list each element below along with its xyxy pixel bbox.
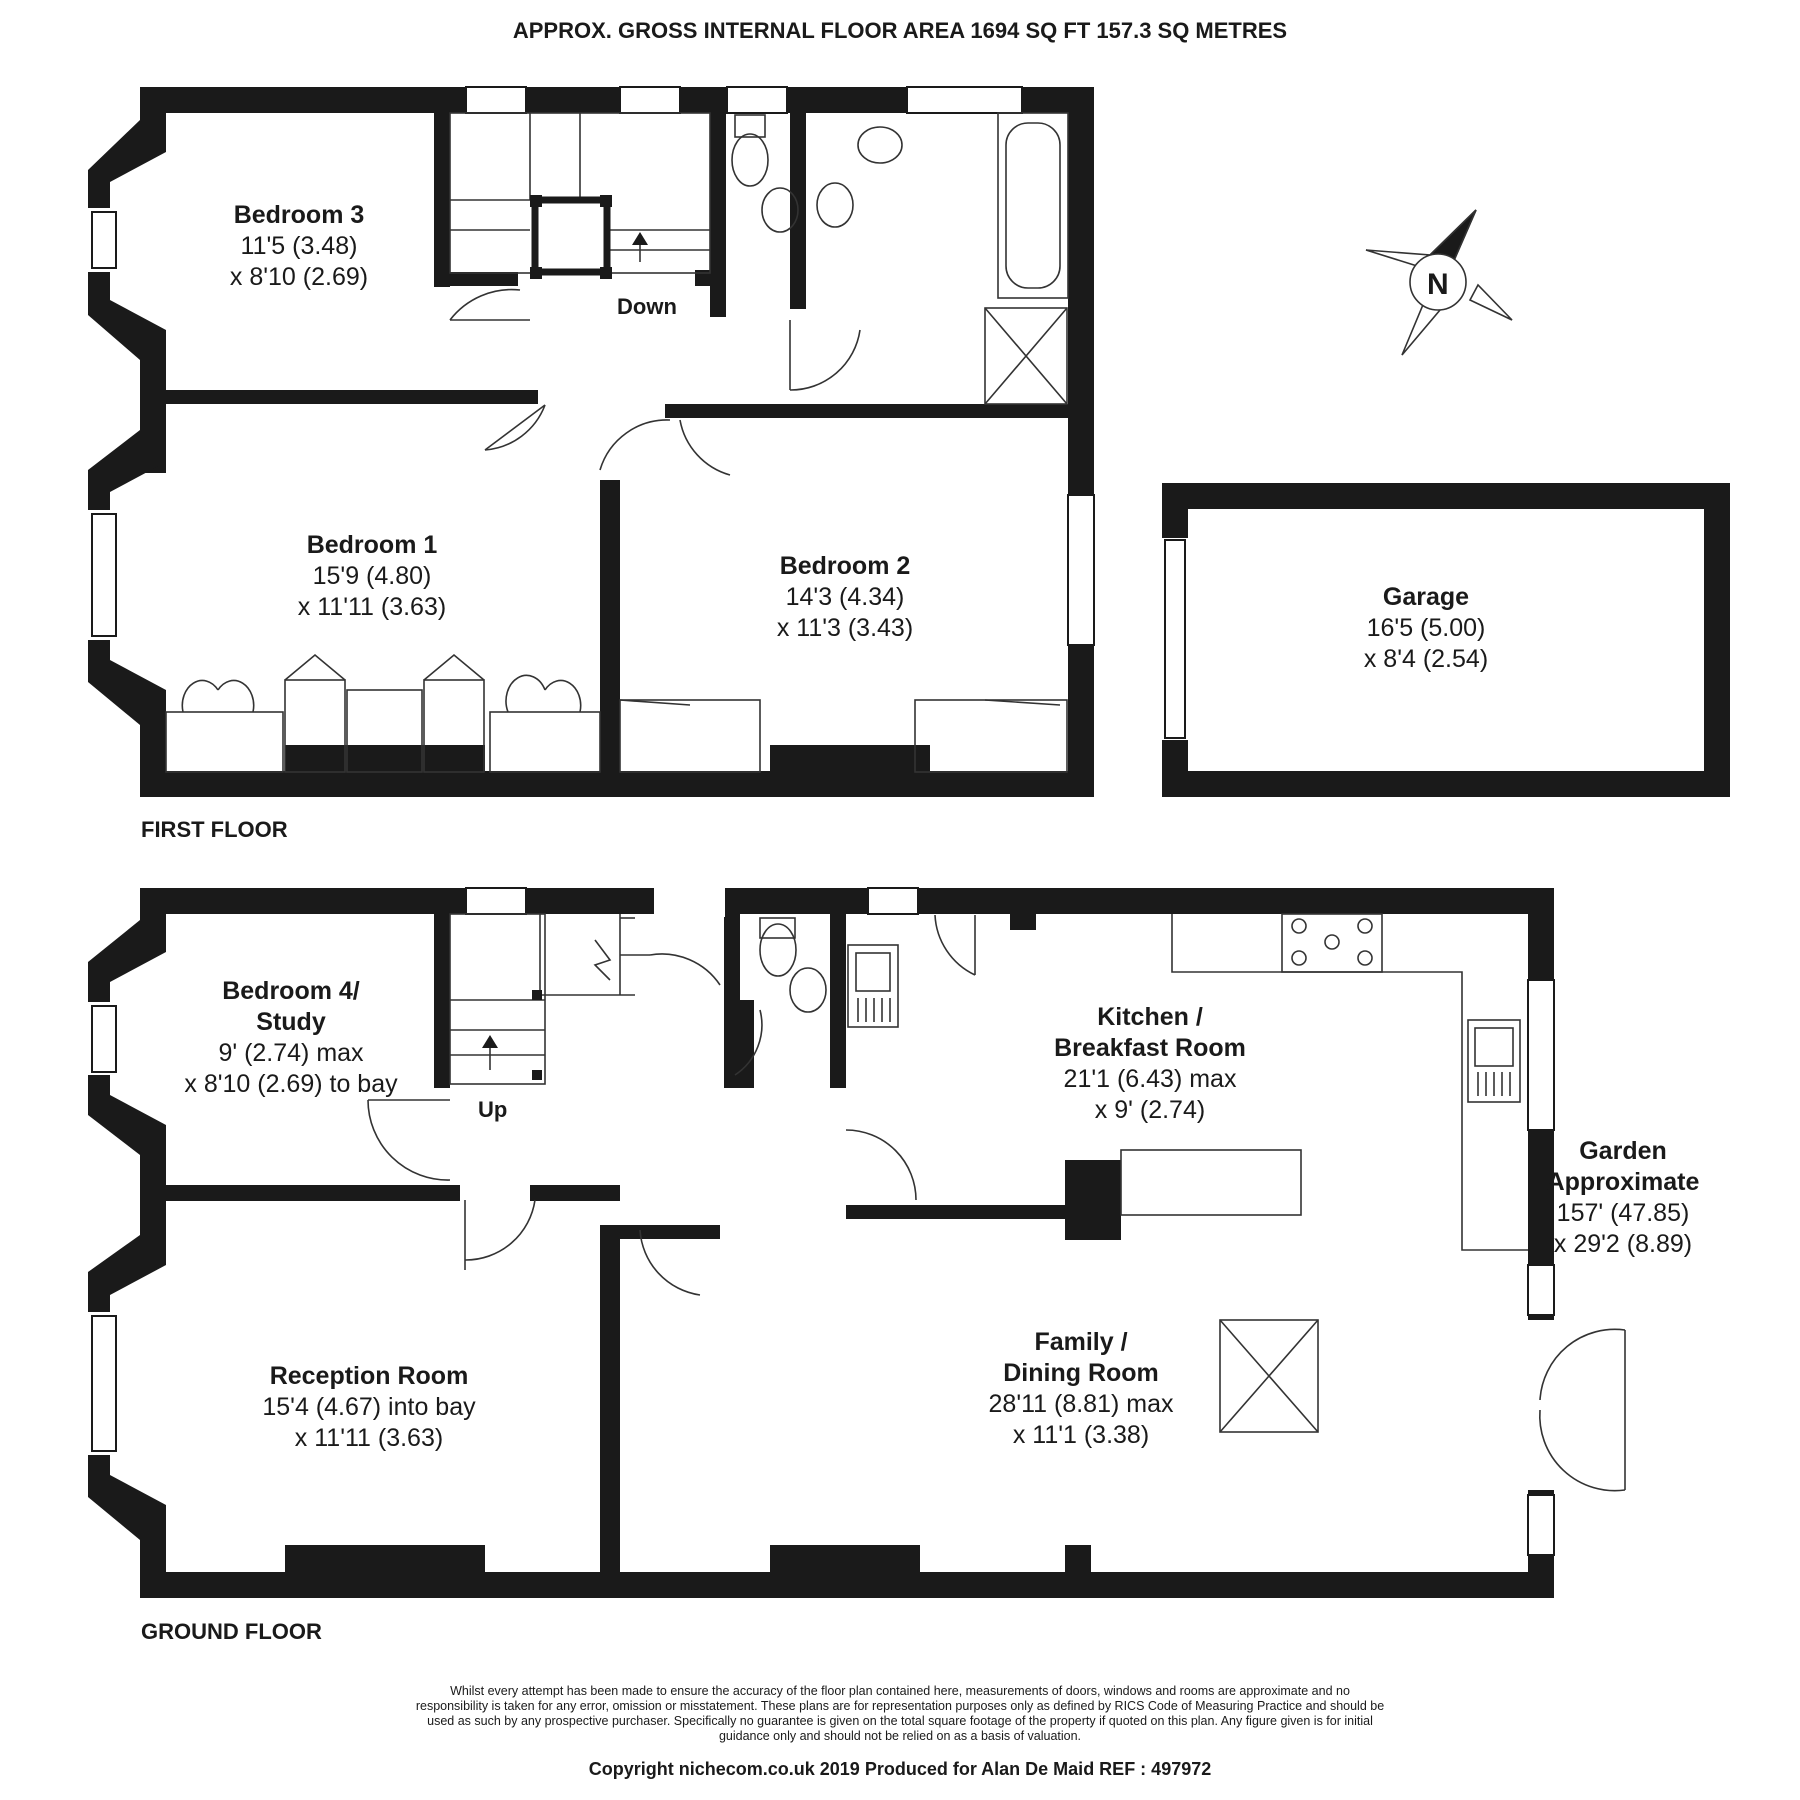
copyright-line: Copyright nichecom.co.uk 2019 Produced for Alan De Maid REF : 497972 xyxy=(588,1759,1212,1779)
room-name: Study xyxy=(256,1008,326,1036)
room-dim: 28'11 (8.81) max xyxy=(988,1390,1174,1418)
room-dim: 11'5 (3.48) xyxy=(240,232,358,260)
room-label-bedroom1 xyxy=(298,530,446,623)
windows xyxy=(92,87,1554,1555)
room-label-garden xyxy=(1547,1136,1700,1260)
room-name: Bedroom 3 xyxy=(233,201,365,229)
compass-letter: N xyxy=(1427,268,1449,301)
stairs-up-label: Up xyxy=(478,1097,508,1122)
stairs-down-label: Down xyxy=(617,294,677,319)
room-name: Reception Room xyxy=(269,1362,469,1390)
room-dim: 15'9 (4.80) xyxy=(312,562,432,590)
room-dim: 9' (2.74) max xyxy=(218,1039,364,1067)
room-name: Breakfast Room xyxy=(1054,1034,1246,1062)
room-dim: x 11'3 (3.43) xyxy=(776,614,914,642)
room-name: Bedroom 4/ xyxy=(222,977,360,1005)
room-dim: x 11'1 (3.38) xyxy=(1012,1421,1150,1449)
room-label-bedroom2 xyxy=(777,551,913,644)
room-dim: x 11'11 (3.63) xyxy=(297,593,447,621)
room-dim: x 8'10 (2.69) xyxy=(229,263,369,291)
room-label-family xyxy=(989,1327,1174,1451)
room-name: Kitchen / xyxy=(1097,1003,1203,1031)
room-label-bedroom3 xyxy=(230,200,368,293)
stair-arrows xyxy=(482,195,648,1080)
room-label-garage xyxy=(1364,582,1488,675)
room-dim: x 8'10 (2.69) to bay xyxy=(184,1070,398,1098)
disclaimer-text: Whilst every attempt has been made to ensure the accuracy of the floor plan contained here, measurements of doors, windows and rooms are approximate and no responsibility is taken for any error, omission or misstatement. These plans are for representation purposes only as defined by RICS Code of Measuring Practice and should be used as such by any prospective purchaser. Specifically no guarantee is given on the total square footage of the property if quoted on this plan. Any figure given is for initial guidance only and should not be relied on as a basis of valuation. xyxy=(415,1684,1385,1743)
room-dim: 157' (47.85) xyxy=(1556,1199,1690,1227)
room-name: Bedroom 2 xyxy=(779,552,911,580)
room-dim: 14'3 (4.34) xyxy=(785,583,905,611)
room-name: Approximate xyxy=(1546,1168,1700,1196)
room-name: Bedroom 1 xyxy=(306,531,438,559)
room-dim: 21'1 (6.43) max xyxy=(1063,1065,1237,1093)
room-dim: x 8'4 (2.54) xyxy=(1363,645,1489,673)
room-dim: x 29'2 (8.89) xyxy=(1553,1230,1693,1258)
room-name: Garden xyxy=(1579,1137,1667,1165)
fixtures xyxy=(166,113,1625,1491)
room-dim: x 11'11 (3.63) xyxy=(294,1424,444,1452)
ground-floor-label: GROUND FLOOR xyxy=(141,1619,322,1644)
room-dim: 16'5 (5.00) xyxy=(1366,614,1486,642)
room-label-bedroom4 xyxy=(184,976,397,1100)
gross-area-header: APPROX. GROSS INTERNAL FLOOR AREA 1694 SQ FT 157.3 SQ METRES xyxy=(512,18,1288,43)
first-floor-label: FIRST FLOOR xyxy=(141,817,288,842)
room-dim: x 9' (2.74) xyxy=(1094,1096,1206,1124)
room-name: Dining Room xyxy=(1003,1359,1159,1387)
room-dim: 15'4 (4.67) into bay xyxy=(262,1393,476,1421)
room-name: Family / xyxy=(1034,1328,1128,1356)
room-name: Garage xyxy=(1382,583,1470,611)
room-label-kitchen xyxy=(1054,1002,1246,1126)
room-label-reception xyxy=(262,1361,475,1454)
